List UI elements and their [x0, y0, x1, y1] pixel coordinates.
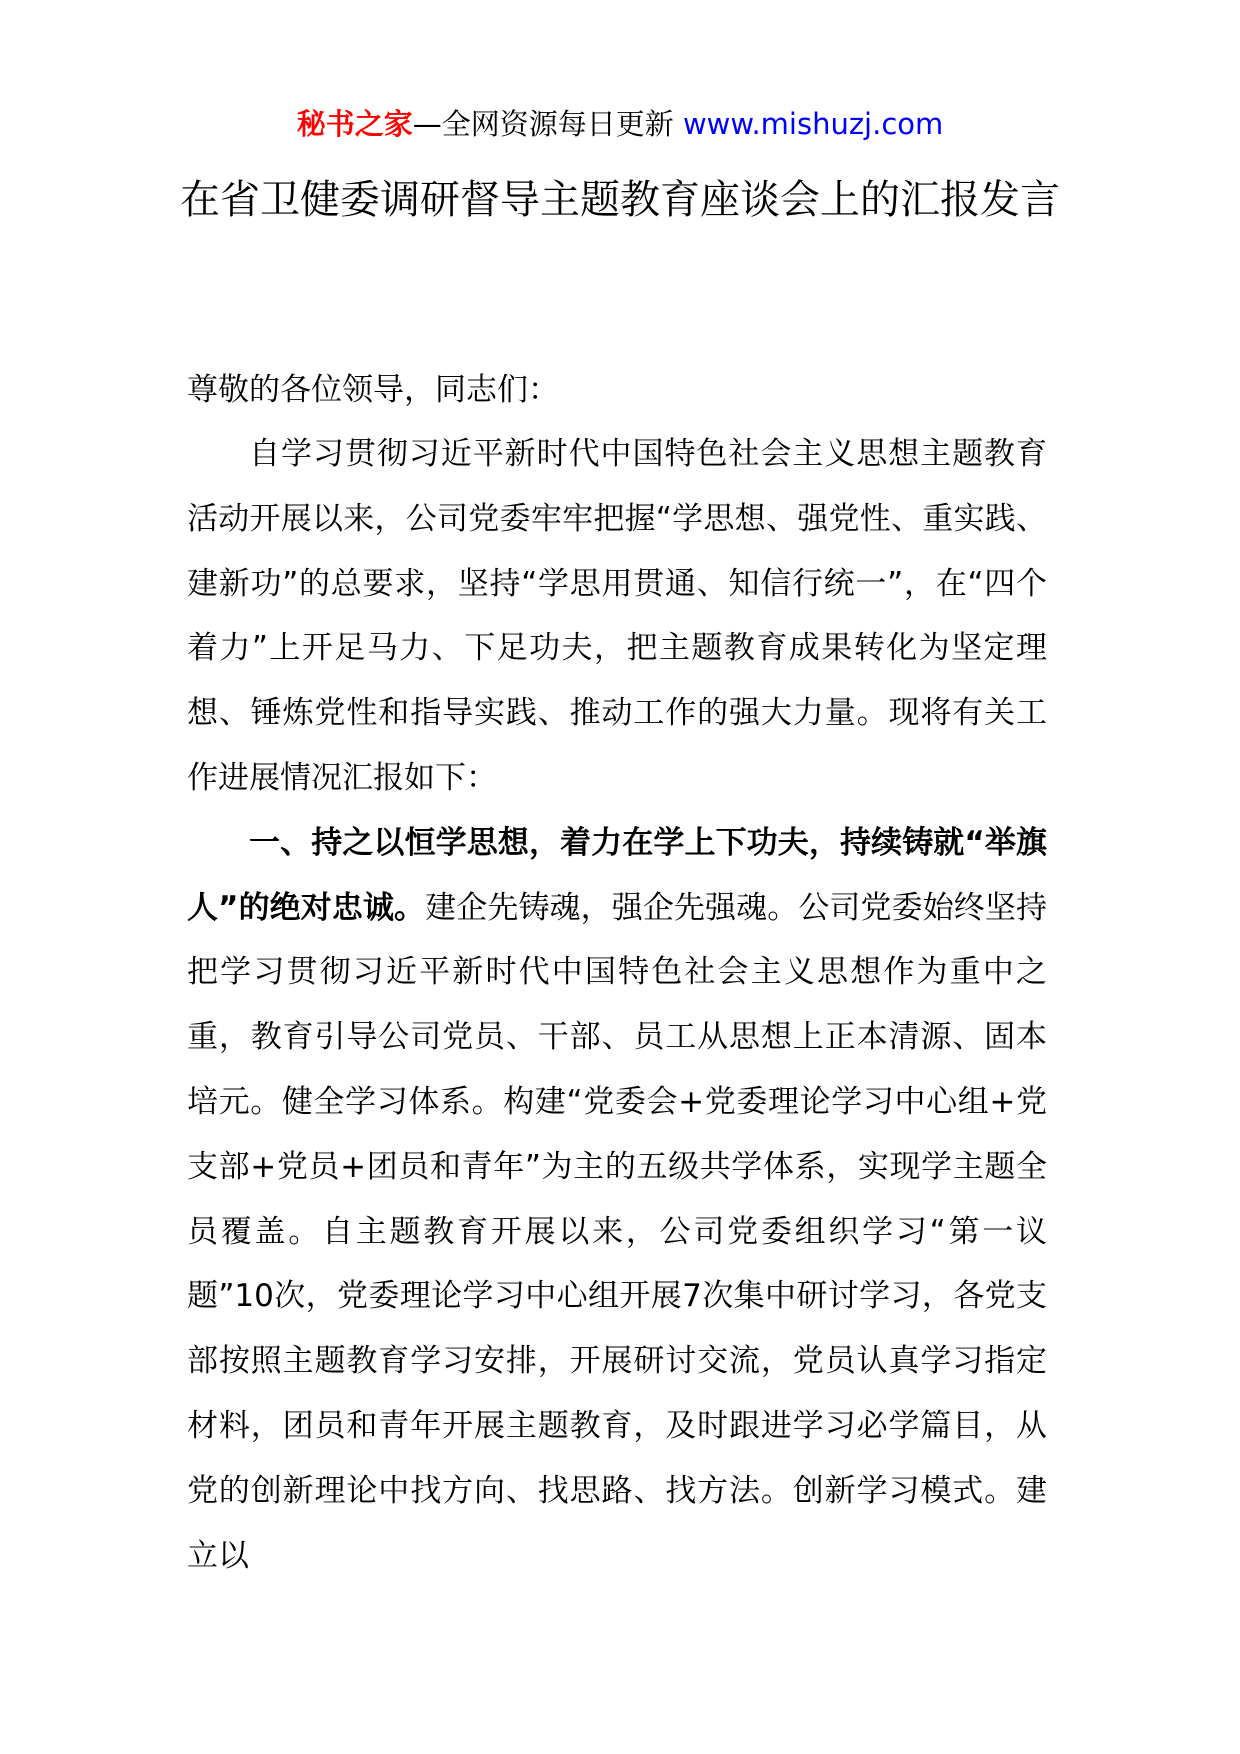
header-tagline: —全网资源每日更新: [412, 107, 683, 141]
paragraph-section-one: [187, 811, 1047, 1589]
site-header: [0, 104, 1240, 144]
section-one-text: 建企先铸魂，强企先强魂。公司党委始终坚持把学习贯彻习近平新时代中国特色社会主义思想作为重中之重，教育引导公司党员、干部、员工从思想上正本清源、固本培元。健全学习体系。构建“党委会+党委理论学习中心组+党支部+党员+团员和青年”为主的五级共学体系，实现学主题全员覆盖。自主题教育开展以来，公司党委组织学习“第一议题”10次，党委理论学习中心组开展7次集中研讨学习，各党支部按照主题教育学习安排，开展研讨交流，党员认真学习指定材料，团员和青年开展主题教育，及时跟进学习必学篇目，从党的创新理论中找方向、找思路、找方法。创新学习模式。建立以: [187, 889, 1048, 1574]
document-title: 在省卫健委调研督导主题教育座谈会上的汇报发言: [180, 177, 1060, 223]
salutation: 尊敬的各位领导，同志们：: [187, 372, 559, 408]
brand-name: 秘书之家: [296, 107, 413, 141]
paragraph-intro: 自学习贯彻习近平新时代中国特色社会主义思想主题教育活动开展以来，公司党委牢牢把握“学思想、强党性、重实践、建新功”的总要求，坚持“学思用贯通、知信行统一”，在“四个着力”上开足马力、下足功夫，把主题教育成果转化为坚定理想、锤炼党性和指导实践、推动工作的强大力量。现将有关工作进展情况汇报如下：: [187, 436, 1047, 796]
document-body: [187, 422, 1047, 1588]
section-one-heading: 一、持之以恒学思想，着力在学上下功夫，持续铸就“举旗人”的绝对忠诚。: [187, 824, 1047, 926]
site-url-link[interactable]: www.mishuzj.com: [682, 107, 944, 141]
